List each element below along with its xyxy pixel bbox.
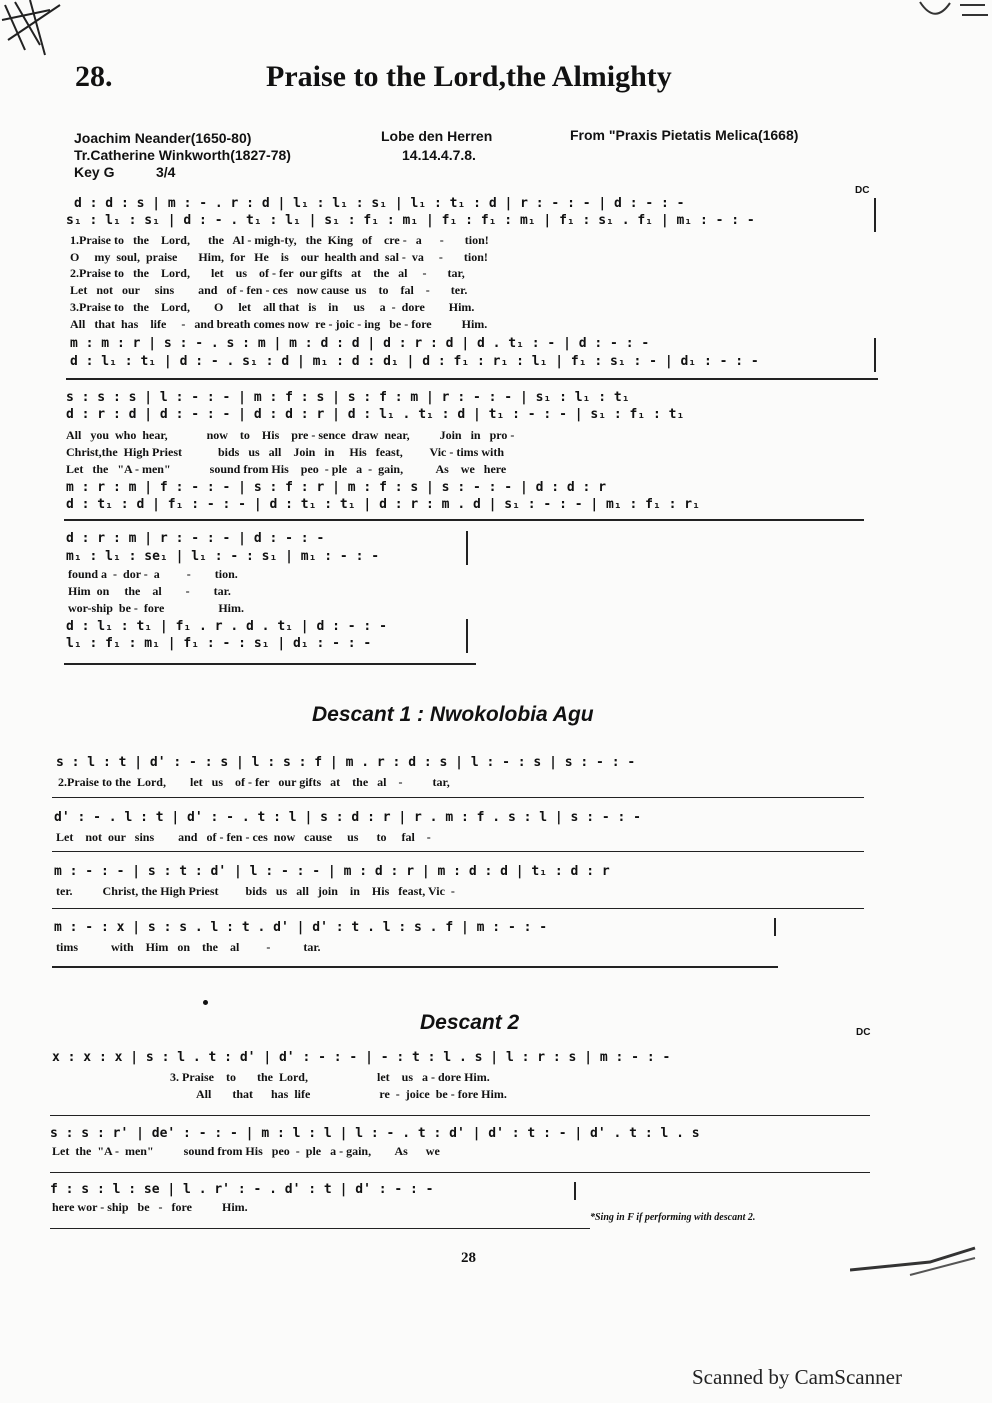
author-credit: Joachim Neander(1650-80) xyxy=(74,130,252,146)
descant-notes: m : - : - | s : t : d' | l : - : - | m : d : r | m : d : d | t₁ : d : r xyxy=(54,864,610,879)
corner-marks xyxy=(890,0,990,50)
descant-notes: m : - : x | s : s . l : t . d' | d' : t . l : s . f | m : - : - xyxy=(54,920,548,935)
line-divider xyxy=(50,1115,870,1116)
verse-line: Let not our sins and of - fen - ces now cause us to fal - ter. xyxy=(70,283,468,297)
line-divider xyxy=(50,1172,870,1173)
system-divider xyxy=(64,663,476,665)
line-divider xyxy=(52,908,864,909)
meter: 14.14.4.7.8. xyxy=(402,147,476,163)
footnote: *Sing in F if performing with descant 2. xyxy=(590,1212,756,1223)
tenor-line: m : r : m | f : - : - | s : f : r | m : f : s | s : - : - | d : d : r xyxy=(66,480,607,495)
descant-2-title: Descant 2 xyxy=(420,1011,520,1034)
verse-line: O my soul, praise Him, for He is our health and sal - va - tion! xyxy=(70,250,488,264)
line-divider xyxy=(52,851,864,852)
verse-line: 3.Praise to the Lord, O let all that is in us a - dore Him. xyxy=(70,300,475,314)
dc-marking: DC xyxy=(855,185,870,196)
descant-notes: s : l : t | d' : - : s | l : s : f | m . r : d : s | l : - : s | s : - : - xyxy=(56,755,636,770)
bass-line: d : t₁ : d | f₁ : - : - | d : t₁ : t₁ | d : r : m . d | s₁ : - : - | m₁ : f₁ : r₁ xyxy=(66,497,700,512)
bass-line: l₁ : f₁ : m₁ | f₁ : - : s₁ | d₁ : - : - xyxy=(66,636,372,651)
descant-lyrics: Let not our sins and of - fen - ces now cause us to fal - xyxy=(56,830,431,844)
descant-1-title: Descant 1 : Nwokolobia Agu xyxy=(312,703,594,726)
soprano-line: d : d : s | m : - . r : d | l₁ : l₁ : s₁ | l₁ : t₁ : d | r : - : - | d : - : - xyxy=(74,196,685,211)
descant-lyrics: tims with Him on the al - tar. xyxy=(56,940,321,954)
tenor-line: m : m : r | s : - . s : m | m : d : d | d : r : d | d . t₁ : - | d : - : - xyxy=(70,336,650,351)
soprano-line: d : r : m | r : - : - | d : - : - xyxy=(66,531,325,546)
final-barline xyxy=(774,918,776,936)
hymn-number: 28. xyxy=(75,60,113,93)
hymn-title: Praise to the Lord,the Almighty xyxy=(266,60,672,93)
verse-line: wor-ship be - fore Him. xyxy=(68,601,244,615)
scanner-watermark: Scanned by CamScanner xyxy=(692,1365,902,1389)
final-barline xyxy=(574,1182,576,1200)
alto-line: m₁ : l₁ : se₁ | l₁ : - : s₁ | m₁ : - : - xyxy=(66,549,380,564)
verse-line: Let the "A - men" sound from His peo - ple a - gain, As we here xyxy=(66,462,507,476)
descant-notes: d' : - . l : t | d' : - . t : l | s : d : r | r . m : f . s : l | s : - : - xyxy=(54,810,641,825)
descant-lyrics: here wor - ship be - fore Him. xyxy=(52,1200,248,1214)
ink-dot xyxy=(203,1000,208,1005)
final-barline xyxy=(874,198,876,232)
alto-line: s₁ : l₁ : s₁ | d : - . t₁ : l₁ | s₁ : f₁ : m₁ | f₁ : f₁ : m₁ | f₁ : s₁ . f₁ | m₁ : - : - xyxy=(66,213,755,228)
translator-credit: Tr.Catherine Winkworth(1827-78) xyxy=(74,147,291,163)
time-signature: 3/4 xyxy=(156,164,176,180)
tune-name: Lobe den Herren xyxy=(381,128,493,144)
verse-line: Him on the al - tar. xyxy=(68,584,231,598)
dc-marking: DC xyxy=(856,1027,871,1038)
section-divider xyxy=(50,1228,590,1229)
system-divider xyxy=(64,519,864,521)
tenor-line: d : l₁ : t₁ | f₁ . r . d . t₁ | d : - : - xyxy=(66,619,387,634)
verse-line: 1.Praise to the Lord, the Al - migh-ty, the King of cre - a - tion! xyxy=(70,233,489,247)
descant-notes: s : s : r' | de' : - : - | m : l : l | l : - . t : d' | d' : t : - | d' . t : l . s xyxy=(50,1126,700,1141)
verse-line: All that has life - and breath comes now re - joic - ing be - fore Him. xyxy=(70,317,488,331)
bass-line: d : l₁ : t₁ | d : - . s₁ : d | m₁ : d : d₁ | d : f₁ : r₁ : l₁ | f₁ : s₁ : - | d₁ : - : - xyxy=(70,354,759,369)
verse-line: All you who hear, now to His pre - sence draw near, Join in pro - xyxy=(66,428,515,442)
final-barline xyxy=(874,338,876,372)
descant-lyrics: Let the "A - men" sound from His peo - ple a - gain, As we xyxy=(52,1144,440,1158)
descant-lyrics: ter. Christ, the High Priest bids us all join in His feast, Vic - xyxy=(56,884,455,898)
tune-source: From "Praxis Pietatis Melica(1668) xyxy=(570,127,799,143)
final-barline xyxy=(466,531,468,565)
descant-lyrics: All that has life re - joice be - fore Him. xyxy=(196,1087,507,1101)
descant-lyrics: 3. Praise to the Lord, let us a - dore Him. xyxy=(170,1070,490,1084)
key-signature: Key G xyxy=(74,164,115,180)
descant-notes: f : s : l : se | l . r' : - . d' : t | d' : - : - xyxy=(50,1182,434,1197)
section-divider xyxy=(52,966,778,968)
line-divider xyxy=(52,797,864,798)
verse-line: 2.Praise to the Lord, let us of - fer our gifts at the al - tar, xyxy=(70,266,465,280)
pen-scribble xyxy=(0,0,70,60)
system-divider xyxy=(66,378,878,380)
final-barline xyxy=(466,619,468,653)
soprano-line: s : s : s | l : - : - | m : f : s | s : f : m | r : - : - | s₁ : l₁ : t₁ xyxy=(66,390,630,405)
page-curl xyxy=(850,1240,980,1280)
descant-notes: x : x : x | s : l . t : d' | d' : - : - | - : t : l . s | l : r : s | m : - : - xyxy=(52,1050,671,1065)
verse-line: found a - dor - a - tion. xyxy=(68,567,238,581)
page-number: 28 xyxy=(461,1250,476,1266)
alto-line: d : r : d | d : - : - | d : d : r | d : l₁ . t₁ : d | t₁ : - : - | s₁ : f₁ : t₁ xyxy=(66,407,685,422)
verse-line: Christ,the High Priest bids us all Join in His feast, Vic - tims with xyxy=(66,445,505,459)
descant-lyrics: 2.Praise to the Lord, let us of - fer our gifts at the al - tar, xyxy=(58,775,450,789)
